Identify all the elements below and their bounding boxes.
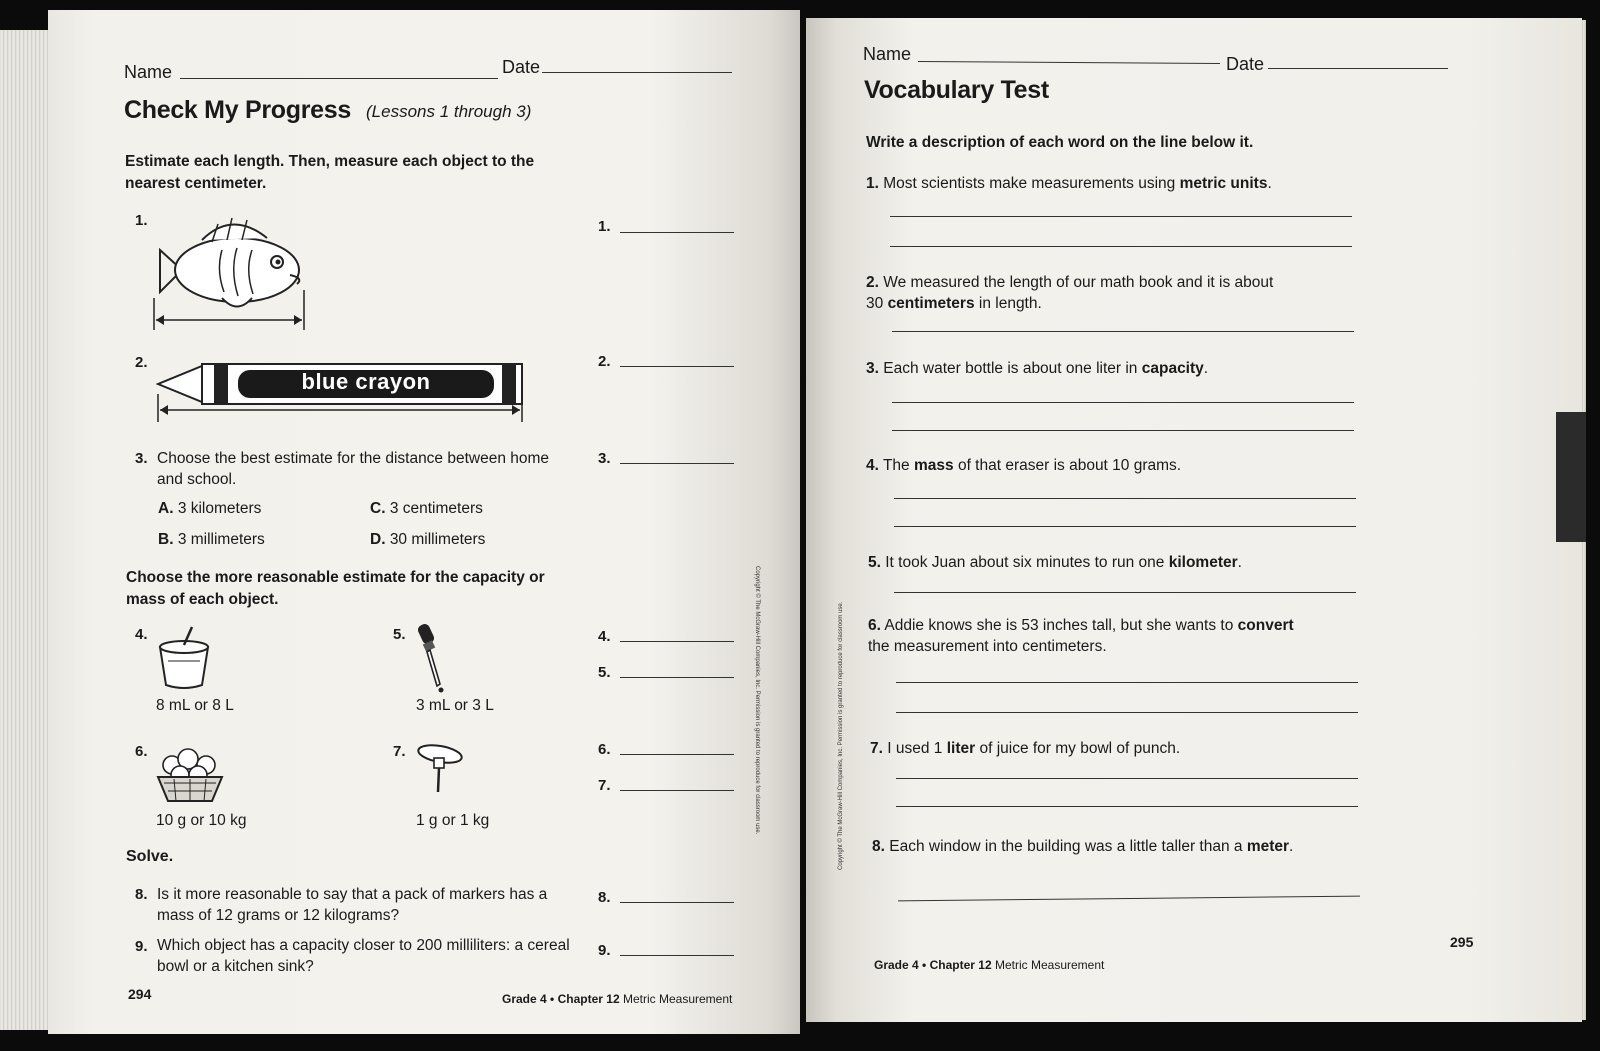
footer-left: Grade 4 • Chapter 12 Metric Measurement — [502, 992, 733, 1006]
answer-5-number: 5. — [598, 664, 611, 681]
vocab-line-3b[interactable] — [892, 430, 1354, 431]
answer-3-number: 3. — [598, 450, 611, 467]
answer-7-line[interactable] — [620, 790, 734, 791]
instruction-capacity-mass: Choose the more reasonable estimate for the capacity or mass of each object. — [126, 569, 545, 608]
q1-number: 1. — [135, 212, 148, 229]
q6-choice: 10 g or 10 kg — [156, 812, 247, 829]
answer-1-number: 1. — [598, 218, 611, 235]
q9-number: 9. — [135, 938, 148, 955]
q8-number: 8. — [135, 886, 148, 903]
q3-option-b: B. 3 millimeters — [158, 531, 265, 548]
answer-2-line[interactable] — [620, 366, 734, 367]
vocab-item-5: 5. It took Juan about six minutes to run one kilometer. — [868, 554, 1242, 571]
answer-6-number: 6. — [598, 741, 611, 758]
q3-option-d: D. 30 millimeters — [370, 531, 486, 548]
vocab-line-1a[interactable] — [890, 216, 1352, 217]
date-label-right: Date — [1226, 54, 1265, 74]
vocab-line-1b[interactable] — [890, 246, 1352, 247]
copyright-left: Copyright © The McGraw-Hill Companies, Inc. Permission is granted to reproduce for classroom use. — [754, 566, 760, 835]
vocab-line-2a[interactable] — [892, 331, 1354, 332]
answer-4-line[interactable] — [620, 641, 734, 642]
q3-text: Choose the best estimate for the distance between home and school. — [157, 450, 550, 488]
copyright-right: Copyright © The McGraw-Hill Companies, Inc. Permission is granted to reproduce for classroom use. — [838, 601, 844, 870]
vocab-item-8: 8. Each window in the building was a little taller than a meter. — [872, 838, 1294, 855]
vocab-item-7: 7. I used 1 liter of juice for my bowl of punch. — [870, 740, 1181, 757]
name-line[interactable] — [180, 78, 498, 79]
solve-heading: Solve. — [126, 848, 174, 865]
vocab-line-7b[interactable] — [896, 806, 1358, 807]
left-page — [48, 10, 800, 1034]
vocab-line-7a[interactable] — [896, 778, 1358, 779]
vocab-line-6b[interactable] — [896, 712, 1358, 713]
crayon-label: blue crayon — [301, 369, 431, 394]
vocab-item-6: 6. Addie knows she is 53 inches tall, but she wants to convert the measurement into centimeters. — [868, 617, 1294, 655]
answer-3-line[interactable] — [620, 463, 734, 464]
vocab-line-5a[interactable] — [894, 592, 1356, 593]
answer-2-number: 2. — [598, 353, 611, 370]
q6-number: 6. — [135, 743, 148, 760]
answer-9-line[interactable] — [620, 955, 734, 956]
q3-option-c: C. 3 centimeters — [370, 500, 483, 517]
vocab-item-3: 3. Each water bottle is about one liter in capacity. — [866, 360, 1209, 377]
date-line[interactable] — [542, 72, 732, 73]
page-edges-left — [0, 30, 52, 1030]
page-subtitle: (Lessons 1 through 3) — [366, 102, 532, 121]
vocab-line-3a[interactable] — [892, 402, 1354, 403]
answer-7-number: 7. — [598, 777, 611, 794]
page-number-right: 295 — [1450, 934, 1474, 950]
date-line-right[interactable] — [1268, 68, 1448, 69]
dropper-icon — [410, 622, 450, 694]
right-page — [806, 18, 1582, 1022]
fish-measure-arrow-icon — [152, 312, 312, 328]
fruit-basket-icon — [154, 743, 226, 805]
q9-text: Which object has a capacity closer to 200 milliliters: a cereal bowl or a kitchen sink? — [157, 937, 570, 975]
q2-number: 2. — [135, 354, 148, 371]
name-line-right[interactable] — [918, 61, 1220, 64]
instruction-vocabulary: Write a description of each word on the line below it. — [866, 134, 1254, 151]
answer-1-line[interactable] — [620, 232, 734, 233]
vocab-item-4: 4. The mass of that eraser is about 10 grams. — [866, 457, 1182, 474]
q3-option-a: A. 3 kilometers — [158, 500, 262, 517]
crayon-measure-arrow-icon — [154, 394, 528, 424]
q8-text: Is it more reasonable to say that a pack of markers has a mass of 12 grams or 12 kilograms? — [157, 886, 548, 924]
q5-number: 5. — [393, 626, 406, 643]
date-label: Date — [502, 57, 541, 77]
footer-right: Grade 4 • Chapter 12 Metric Measurement — [874, 958, 1105, 972]
page-title: Check My Progress — [124, 96, 351, 124]
q7-number: 7. — [393, 743, 406, 760]
vocab-item-2: 2. We measured the length of our math book and it is about 30 centimeters in length. — [866, 274, 1274, 312]
q5-choice: 3 mL or 3 L — [416, 697, 494, 714]
instruction-estimate: Estimate each length. Then, measure each object to the nearest centimeter. — [125, 153, 535, 192]
vocab-line-4b[interactable] — [894, 526, 1356, 527]
answer-8-line[interactable] — [620, 902, 734, 903]
page-title-right: Vocabulary Test — [864, 76, 1049, 104]
vocab-line-4a[interactable] — [894, 498, 1356, 499]
q4-number: 4. — [135, 626, 148, 643]
q7-choice: 1 g or 1 kg — [416, 812, 490, 829]
answer-5-line[interactable] — [620, 677, 734, 678]
vocab-line-6a[interactable] — [896, 682, 1358, 683]
answer-9-number: 9. — [598, 942, 611, 959]
page-number-left: 294 — [128, 986, 152, 1002]
answer-4-number: 4. — [598, 628, 611, 645]
thumbtack-icon — [416, 742, 468, 798]
name-label: Name — [124, 62, 173, 82]
answer-6-line[interactable] — [620, 754, 734, 755]
name-label-right: Name — [863, 44, 912, 64]
answer-8-number: 8. — [598, 889, 611, 906]
cup-icon — [154, 625, 214, 691]
vocab-line-8a[interactable] — [898, 896, 1360, 902]
q4-choice: 8 mL or 8 L — [156, 697, 234, 714]
page-tab-marker — [1556, 412, 1586, 542]
q3-number: 3. — [135, 450, 148, 467]
vocab-item-1: 1. Most scientists make measurements using metric units. — [866, 175, 1272, 192]
